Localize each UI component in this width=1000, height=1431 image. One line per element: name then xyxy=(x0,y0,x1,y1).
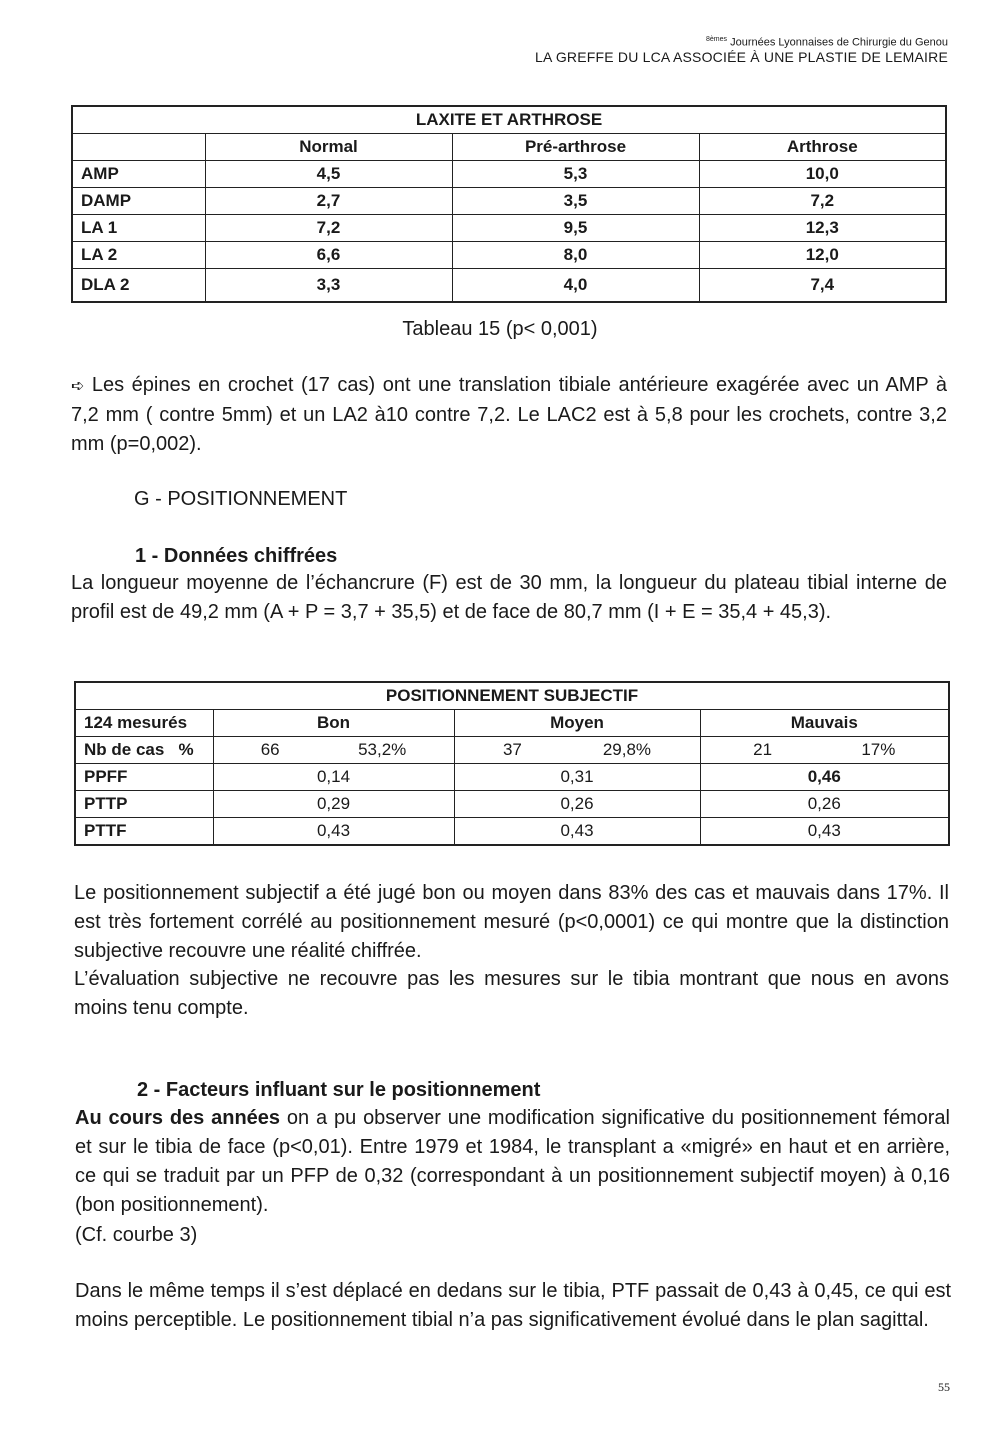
row-label: Nb de cas % xyxy=(75,737,213,764)
percent-value: 53,2% xyxy=(358,740,407,759)
table-header-cell xyxy=(72,134,205,161)
table-caption: Tableau 15 (p< 0,001) xyxy=(402,318,598,340)
paragraph-annees xyxy=(75,1104,950,1220)
table-row xyxy=(75,737,949,764)
table-cell: 2,7 xyxy=(205,188,452,215)
table-cell: 0,14 xyxy=(213,764,454,791)
paragraph-text: Les épines en crochet (17 cas) ont une translation tibiale antérieure exagérée avec un AMP à 7,2 mm ( contre 5mm) et un LA2 à10 contre 7,2. Le LAC2 est à 5,8 pour les crochets, contre 3,2 mm (p=0,002). xyxy=(71,374,947,455)
row-label: PPFF xyxy=(75,764,213,791)
table-cell: 4,5 xyxy=(205,161,452,188)
table-cell: 7,2 xyxy=(699,188,946,215)
table-row xyxy=(75,791,949,818)
table-cell: 12,3 xyxy=(699,215,946,242)
table-cell: 3,5 xyxy=(452,188,699,215)
table-cell: 9,5 xyxy=(452,215,699,242)
table-cell: 0,31 xyxy=(454,764,700,791)
table-cell: 0,46 xyxy=(700,764,949,791)
header-line-2: LA GREFFE DU LCA ASSOCIÉE À UNE PLASTIE DE LEMAIRE xyxy=(534,49,948,66)
header-line-1 xyxy=(535,36,948,49)
table-cell: 7,4 xyxy=(699,269,946,303)
table-header-cell: 124 mesurés xyxy=(75,710,213,737)
subsection-title: 2 - Facteurs influant sur le positionnement xyxy=(137,1079,541,1101)
table-cell: 6,6 xyxy=(205,242,452,269)
row-label: LA 1 xyxy=(72,215,205,242)
count-value: 37 xyxy=(502,740,522,759)
table-row xyxy=(72,188,946,215)
paragraph-evaluation: L’évaluation subjective ne recouvre pas les mesures sur le tibia montrant que nous en avons moins tenu compte. xyxy=(74,968,949,1019)
row-label: PTTF xyxy=(75,818,213,846)
header-superscript: 8èmes xyxy=(706,36,728,43)
header-conference: Journées Lyonnaises de Chirurgie du Genou xyxy=(730,36,948,49)
count-value: 66 xyxy=(260,740,280,759)
table-header-cell: Bon xyxy=(213,710,454,737)
table-header-cell: Pré-arthrose xyxy=(452,134,699,161)
paragraph-text: on a pu observer une modification significative du positionnement fémoral et sur le tibia de face (p<0,01). Entre 1979 et 1984, le transplant a «migré» en haut et en arrière, ce qui se traduit par un PFP de 0,32 (correspondant à un positionnement subjectif moyen) à 0,16 (bon positionnement). xyxy=(75,1107,951,1216)
table-positionnement-subjectif xyxy=(74,681,950,846)
table-cell: 12,0 xyxy=(699,242,946,269)
percent-value: 17% xyxy=(861,740,896,759)
section-heading: G - POSITIONNEMENT xyxy=(134,488,348,510)
table-cell: 0,26 xyxy=(454,791,700,818)
table-row xyxy=(72,161,946,188)
paragraph-subjectif: Le positionnement subjectif a été jugé bon ou moyen dans 83% des cas et mauvais dans 17%. Il est très fortement corrélé au positionnement mesuré (p<0,0001) ce qui montre que la distinction subjective recouvre une réalité chiffrée. xyxy=(74,882,949,962)
table-header-cell: Mauvais xyxy=(700,710,949,737)
table-cell xyxy=(213,737,454,764)
row-label: AMP xyxy=(72,161,205,188)
table-cell xyxy=(700,737,949,764)
table-title: LAXITE ET ARTHROSE xyxy=(72,106,946,134)
table-header-row xyxy=(75,710,949,737)
lead-text: Au cours des années xyxy=(75,1107,281,1129)
table-cell: 7,2 xyxy=(205,215,452,242)
table-cell: 0,29 xyxy=(213,791,454,818)
table-cell: 0,43 xyxy=(454,818,700,846)
percent-value: 29,8% xyxy=(602,740,652,759)
table-cell: 4,0 xyxy=(452,269,699,303)
table-cell: 10,0 xyxy=(699,161,946,188)
table-title: POSITIONNEMENT SUBJECTIF xyxy=(75,682,949,710)
table-cell xyxy=(454,737,700,764)
subsection-title: 1 - Données chiffrées xyxy=(135,545,338,567)
table-cell: 5,3 xyxy=(452,161,699,188)
table-row xyxy=(72,269,946,303)
page-number: 55 xyxy=(938,1380,950,1394)
count-value: 21 xyxy=(753,740,773,759)
table-laxite-arthrose xyxy=(71,105,947,303)
paragraph-tibia: Dans le même temps il s’est déplacé en dedans sur le tibia, PTF passait de 0,43 à 0,45, ce qui est moins perceptible. Le positionnement tibial n’a pas significativement évolué dans le plan sagittal. xyxy=(75,1280,951,1331)
table-cell: 0,43 xyxy=(213,818,454,846)
running-header xyxy=(535,36,948,65)
table-header-cell: Moyen xyxy=(454,710,700,737)
table-row xyxy=(75,764,949,791)
reference-text: (Cf. courbe 3) xyxy=(75,1224,198,1246)
table-row xyxy=(72,215,946,242)
paragraph-crochet xyxy=(71,371,947,459)
table-row xyxy=(72,242,946,269)
row-label: PTTP xyxy=(75,791,213,818)
table-header-cell: Normal xyxy=(205,134,452,161)
table-cell: 8,0 xyxy=(452,242,699,269)
table-header-cell: Arthrose xyxy=(699,134,946,161)
table-cell: 0,26 xyxy=(700,791,949,818)
table-header-row xyxy=(72,134,946,161)
table-cell: 3,3 xyxy=(205,269,452,303)
paragraph-donnees: La longueur moyenne de l’échancrure (F) est de 30 mm, la longueur du plateau tibial interne de profil est de 49,2 mm (A + P = 3,7 + 35,5) et de face de 80,7 mm (I + E = 35,4 + 45,3). xyxy=(71,572,947,623)
row-label: DLA 2 xyxy=(72,269,205,303)
table-cell: 0,43 xyxy=(700,818,949,846)
row-label: DAMP xyxy=(72,188,205,215)
arrow-icon: ➪ xyxy=(71,378,85,395)
table-row xyxy=(75,818,949,846)
row-label: LA 2 xyxy=(72,242,205,269)
